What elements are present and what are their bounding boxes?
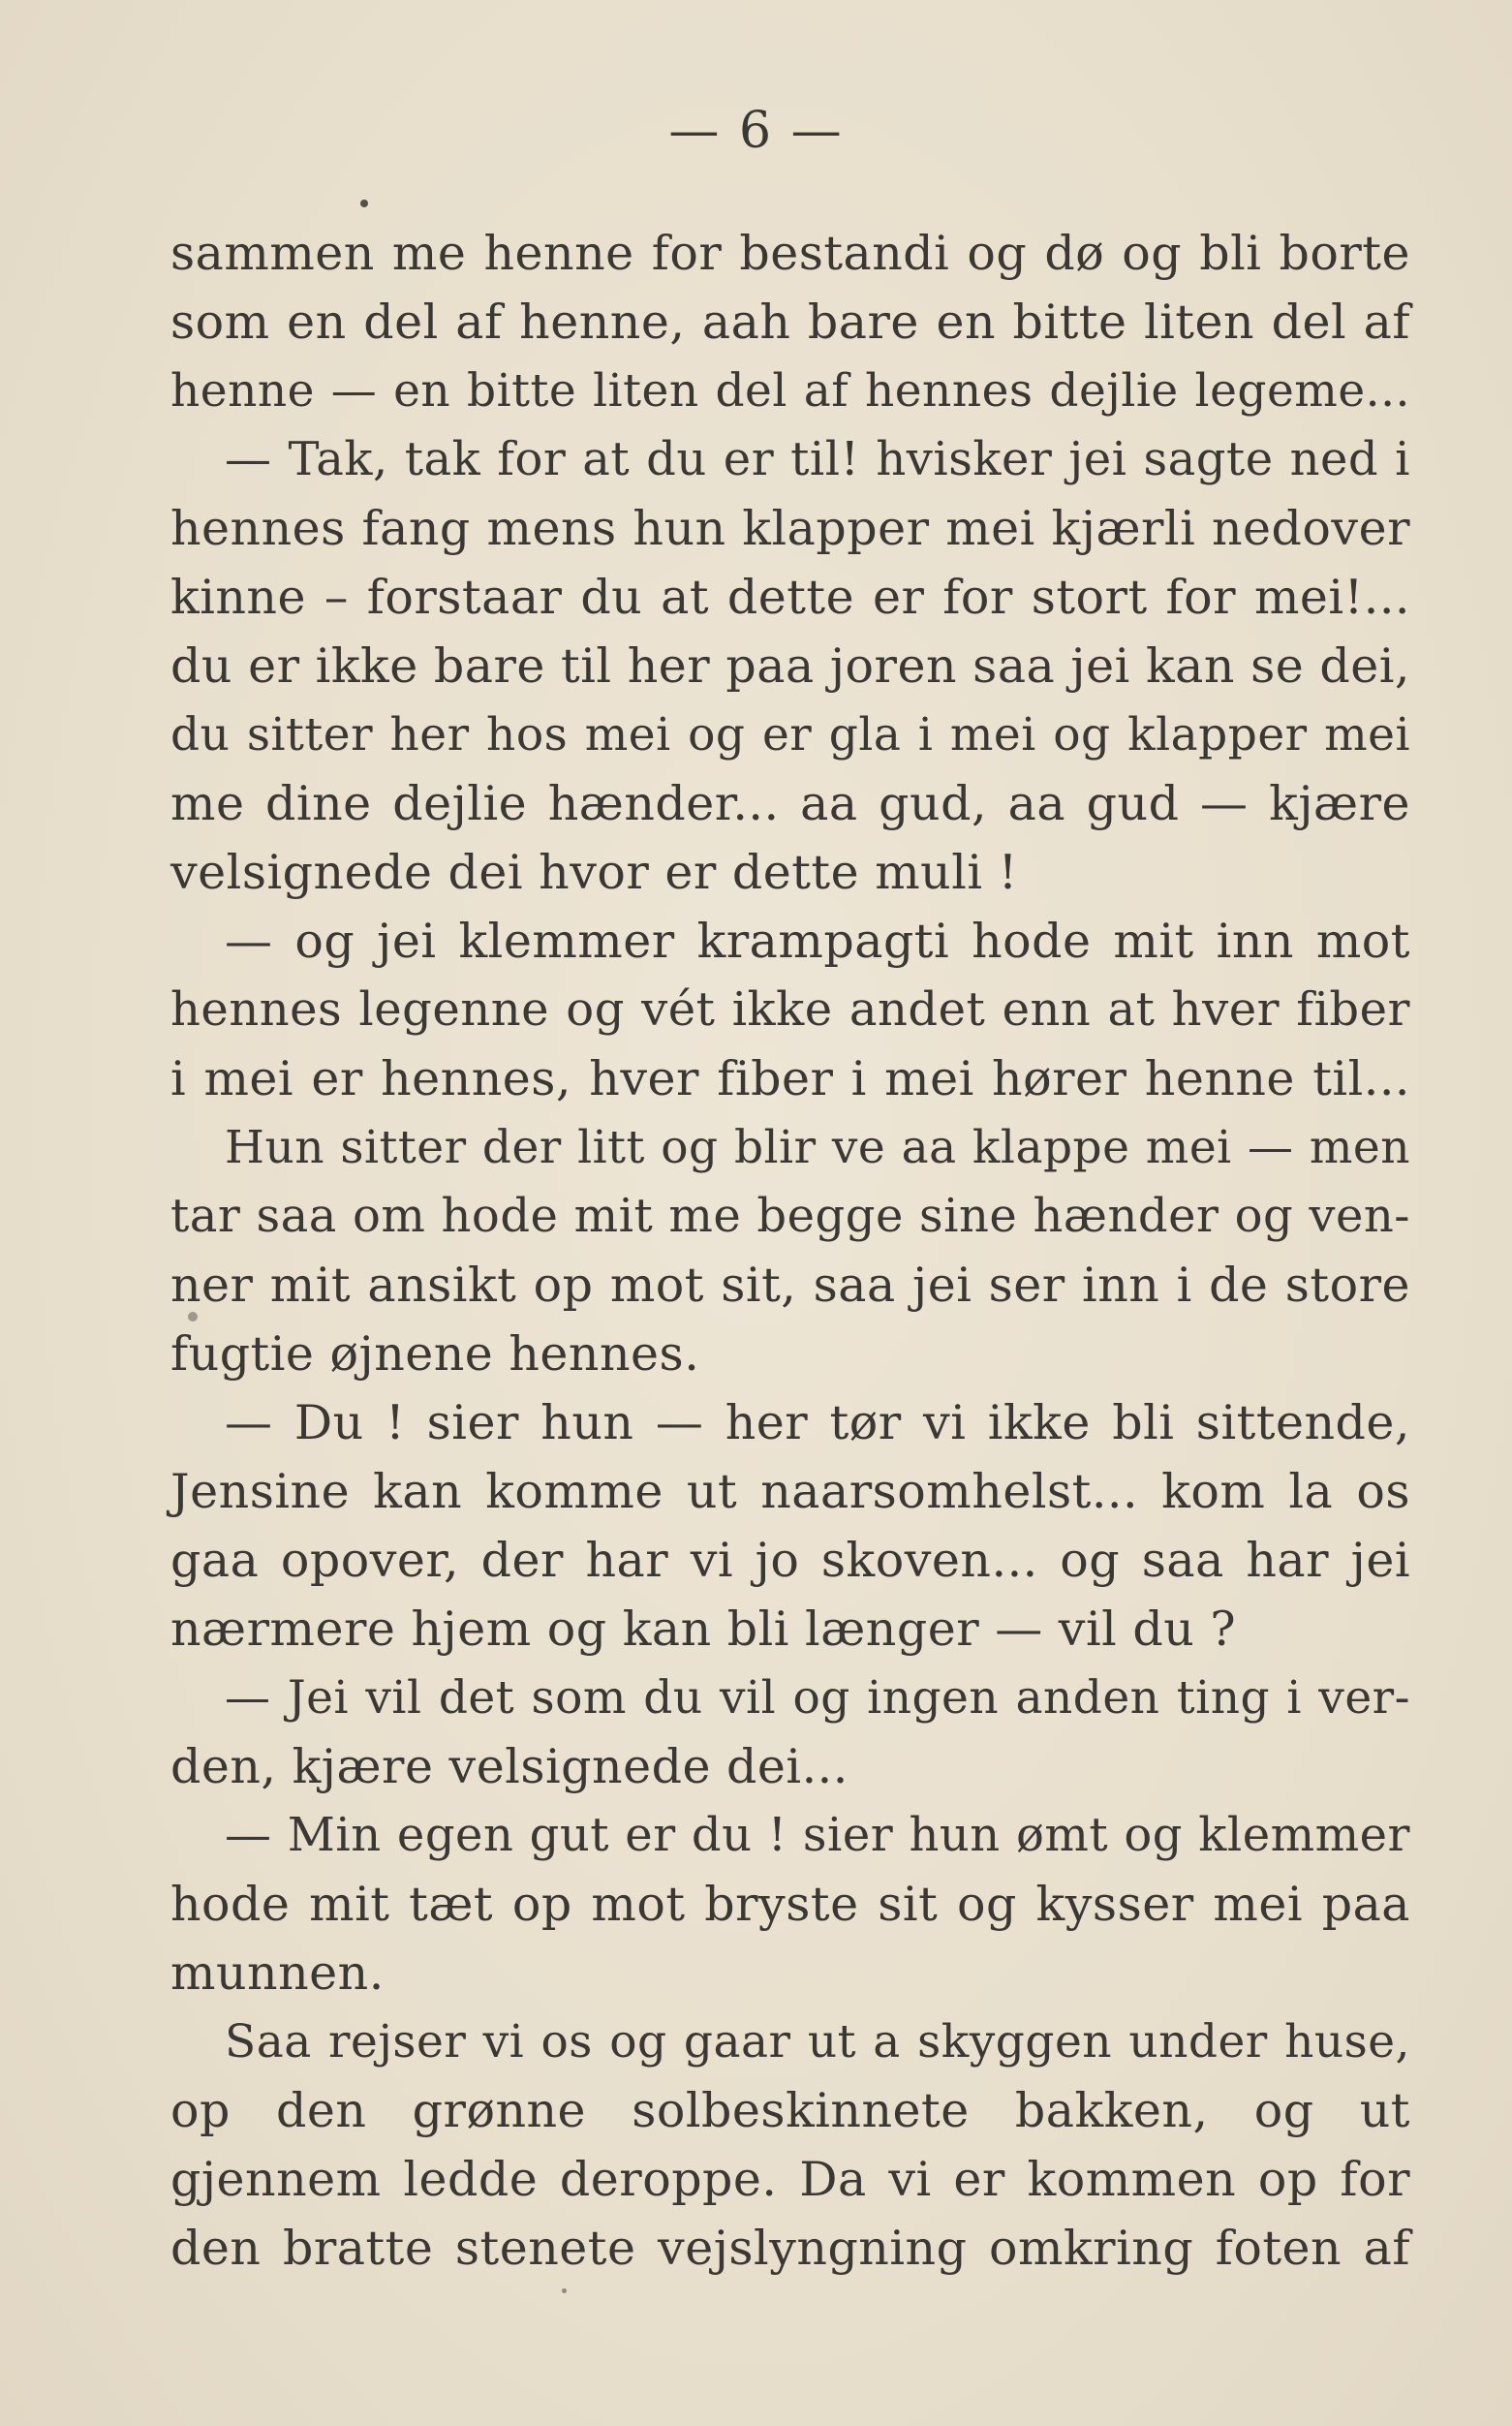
text-line: den, kjære velsignede dei... bbox=[170, 1739, 849, 1794]
text-line: du er ikke bare til her paa joren saa jei kan se dei, bbox=[170, 638, 1410, 694]
ink-speck bbox=[360, 200, 368, 207]
text-line: — Min egen gut er du ! sier hun ømt og klemmer bbox=[225, 1808, 1410, 1862]
text-line: velsignede dei hvor er dette muli ! bbox=[170, 845, 1018, 900]
text-line: hennes fang mens hun klapper mei kjærli nedover bbox=[170, 501, 1410, 556]
text-line: gjennem ledde deroppe. Da vi er kommen op for bbox=[170, 2152, 1410, 2207]
text-line: — Du ! sier hun — her tør vi ikke bli sittende, bbox=[225, 1395, 1410, 1450]
text-line: hode mit tæt op mot bryste sit og kysser mei paa bbox=[170, 1877, 1410, 1932]
text-line: munnen. bbox=[170, 1945, 385, 2001]
text-line: gaa opover, der har vi jo skoven... og saa har jei bbox=[170, 1533, 1410, 1588]
text-line: — Tak, tak for at du er til! hvisker jei sagte ned i bbox=[225, 432, 1410, 486]
text-line: den bratte stenete vejslyngning omkring foten af bbox=[170, 2221, 1410, 2276]
text-line: kinne – forstaar du at dette er for stort for mei!... bbox=[170, 570, 1410, 625]
text-line: nærmere hjem og kan bli længer — vil du ? bbox=[170, 1602, 1237, 1657]
page-number: — 6 — bbox=[668, 102, 844, 160]
text-line: tar saa om hode mit me begge sine hænder og ven- bbox=[170, 1189, 1410, 1243]
text-line: fugtie øjnene hennes. bbox=[170, 1326, 700, 1382]
text-line: du sitter her hos mei og er gla i mei og klapper mei bbox=[170, 708, 1410, 762]
text-line: som en del af henne, aah bare en bitte liten del af bbox=[170, 295, 1410, 350]
text-line: sammen me henne for bestandi og dø og bli borte bbox=[170, 226, 1410, 281]
text-line: Jensine kan komme ut naarsomhelst... kom la os bbox=[170, 1464, 1410, 1519]
text-line: — og jei klemmer krampagti hode mit inn mot bbox=[225, 914, 1410, 969]
body-text bbox=[170, 219, 1410, 2283]
text-line: me dine dejlie hænder... aa gud, aa gud — kjære bbox=[170, 776, 1410, 831]
ink-speck bbox=[562, 2288, 567, 2293]
text-line: henne — en bitte liten del af hennes dejlie legeme... bbox=[170, 364, 1410, 418]
text-line: ner mit ansikt op mot sit, saa jei ser inn i de store bbox=[170, 1258, 1410, 1313]
text-line: i mei er hennes, hver fiber i mei hører henne til... bbox=[170, 1051, 1410, 1106]
text-line: op den grønne solbeskinnete bakken, og ut bbox=[170, 2083, 1410, 2138]
text-line: — Jei vil det som du vil og ingen anden ting i ver- bbox=[225, 1671, 1410, 1725]
text-line: Hun sitter der litt og blir ve aa klappe mei — men bbox=[225, 1121, 1410, 1174]
text-line: Saa rejser vi os og gaar ut a skyggen under huse, bbox=[225, 2015, 1410, 2068]
text-line: hennes legenne og vét ikke andet enn at hver fiber bbox=[170, 982, 1410, 1037]
